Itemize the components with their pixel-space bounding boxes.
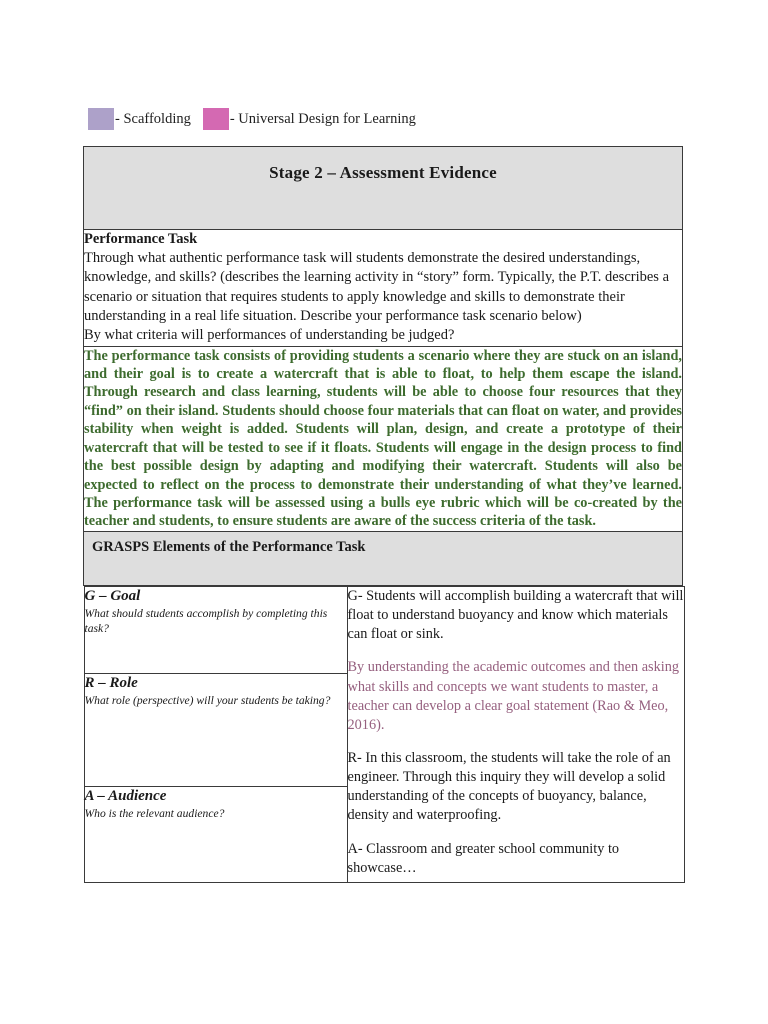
performance-task-row	[84, 230, 683, 347]
grasps-prompt-goal: What should students accomplish by completing this task?	[84, 606, 328, 635]
grasps-grid-cell	[84, 585, 683, 883]
grasps-cell-audience	[84, 786, 347, 882]
performance-task-response-text: The performance task consists of providing students a scenario where they are stuck on an island, and their goal is to create a watercraft that is able to float, to help them escape the island. Through research and class learning, students will be able to choose four resources that they “find” on their island. Students should choose four materials that can float on water, and provides stability when weight is added. Students will plan, design, and create a prototype of their watercraft that will be tested to see if it floats. Students will engage in the design process to find the best possible design by adapting and modifying their watercraft. Students will also be expected to reflect on the process to demonstrate their understanding of what they’ve learned. The performance task will be assessed using a bulls eye rubric which will be co-created by the teacher and students, to ensure students are aware of the success criteria of the task.	[84, 347, 682, 530]
legend	[88, 108, 428, 130]
udl-legend-label: - Universal Design for Learning	[229, 110, 416, 127]
grasps-cell-role	[84, 673, 347, 786]
performance-task-response-cell	[84, 346, 683, 531]
grasps-heading: GRASPS Elements of the Performance Task	[92, 538, 366, 555]
performance-task-heading: Performance Task	[84, 231, 198, 247]
assessment-evidence-table	[83, 146, 683, 883]
grasps-row-goal	[84, 586, 684, 673]
performance-task-cell	[84, 230, 683, 347]
grasps-response-citation: By understanding the academic outcomes and then asking what skills and concepts we want students to master, a teacher can develop a clear goal statement (Rao & Meo, 2016).	[347, 659, 680, 733]
udl-color-swatch	[203, 108, 229, 130]
grasps-response-cell	[347, 586, 684, 882]
grasps-table	[84, 586, 685, 883]
stage-header-row	[84, 147, 683, 230]
grasps-term-role: R – Role	[84, 674, 138, 691]
performance-task-criteria-question: By what criteria will performances of understanding be judged?	[84, 327, 455, 344]
performance-task-response-row	[84, 346, 683, 531]
scaffolding-color-swatch	[88, 108, 114, 130]
grasps-term-audience: A – Audience	[84, 787, 167, 804]
grasps-prompt-role: What role (perspective) will your students be taking?	[84, 693, 331, 707]
stage-header-cell	[84, 147, 683, 230]
grasps-response-goal: G- Students will accomplish building a watercraft that will float to understand buoyancy and know which materials can float or sink.	[347, 587, 684, 643]
grasps-header-row	[84, 531, 683, 585]
grasps-response-role: R- In this classroom, the students will take the role of an engineer. Through this inquiry they will develop a solid understanding of the concepts of buoyancy, balance, density and waterproofing.	[347, 750, 671, 824]
grasps-response-audience: A- Classroom and greater school community to showcase…	[347, 840, 620, 876]
grasps-cell-goal	[84, 586, 347, 673]
grasps-header-cell	[84, 531, 683, 585]
grasps-grid-row	[84, 585, 683, 883]
stage-title: Stage 2 – Assessment Evidence	[269, 163, 497, 182]
grasps-prompt-audience: Who is the relevant audience?	[84, 806, 225, 820]
performance-task-description: Through what authentic performance task will students demonstrate the desired understandings, knowledge, and skills? (describes the learning activity in “story” form. Typically, the P.T. describes a scenario or situation that requires students to apply knowledge and skills to demonstrate their understanding in a real life situation. Describe your performance task scenario below)	[84, 250, 669, 324]
grasps-term-goal: G – Goal	[84, 587, 141, 604]
scaffolding-legend-label: - Scaffolding	[115, 110, 191, 127]
